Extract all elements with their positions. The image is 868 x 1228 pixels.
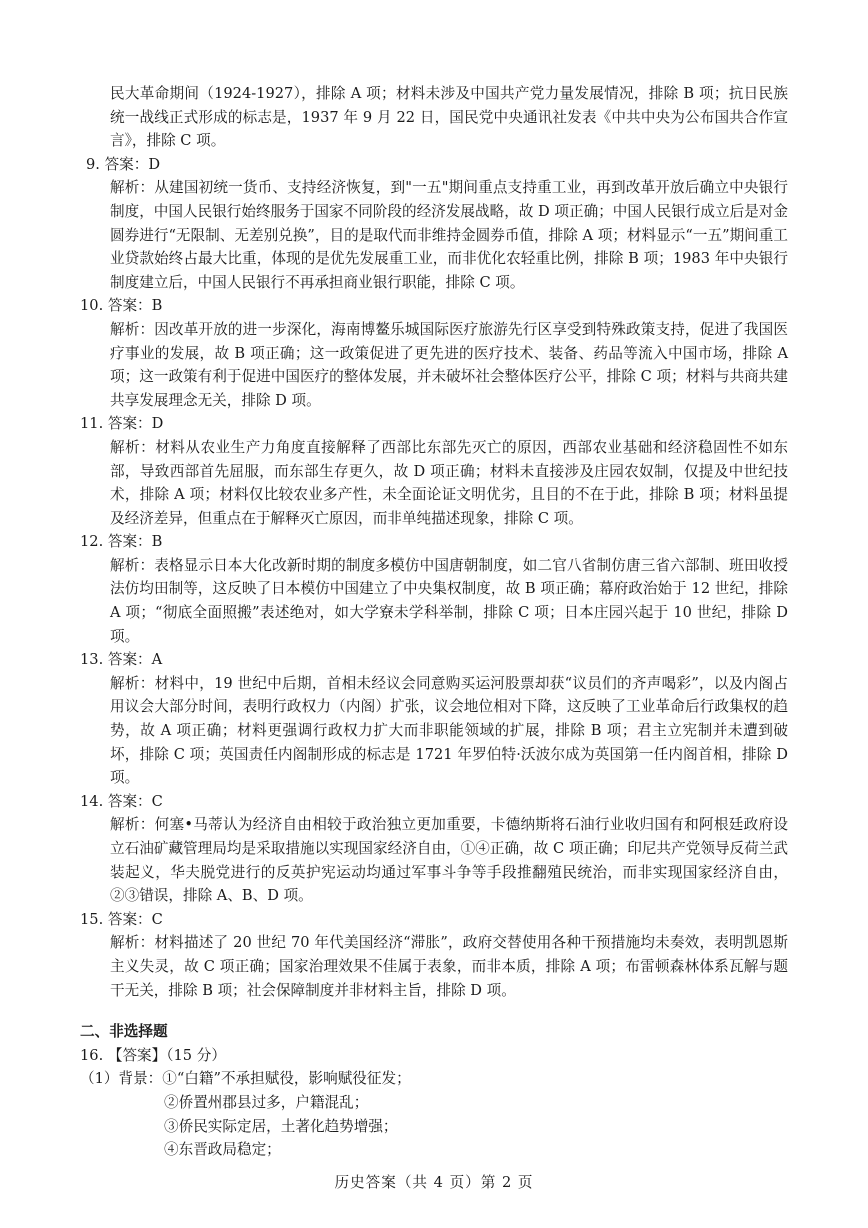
question-9-analysis: 解析：从建国初统一货币、支持经济恢复，到"一五"期间重点支持重工业，再到改革开放后确立中央银行制度，中国人民银行始终服务于国家不同阶段的经济发展战略，故 D 项正确；中国人民银行成立后是对金圆券进行“无限制、无差别兑换”，目的是取代而非维持金圆券币值，排除 A 项；材料显示“一五”期间重工业贷款始终占最大比重，体现的是优先发展重工业，而非优化农轻重比例，排除 B 项；1983 年中央银行制度建立后，中国人民银行不再承担商业银行职能，排除 C 项。 <box>110 179 788 291</box>
question-10 <box>80 294 788 412</box>
question-13-answer: 13. 答案：A <box>80 651 163 669</box>
question-16 <box>80 1044 788 1162</box>
question-12 <box>80 530 788 648</box>
question-12-answer: 12. 答案：B <box>80 533 163 551</box>
question-16-background-item: ②侨置州郡县过多，户籍混乱； <box>164 1093 369 1111</box>
question-14-answer: 14. 答案：C <box>80 792 163 810</box>
question-15 <box>80 908 788 1002</box>
question-13 <box>80 648 788 790</box>
question-13-analysis: 解析：材料中，19 世纪中后期，首相未经议会同意购买运河股票却获“议员们的齐声喝彩”，以及内阁占用议会大部分时间，表明行政权力（内阁）扩张，议会地位相对下降，这反映了工业革命后行政集权的趋势，故 A 项正确；材料更强调行政权力扩大而非职能领域的扩展，排除 B 项；君主立宪制并未遭到破坏，排除 C 项；英国责任内阁制形成的标志是 1721 年罗伯特·沃波尔成为英国第一任内阁首相，排除 D 项。 <box>110 674 788 787</box>
question-16-background-label: （1）背景：①“白籍”不承担赋役，影响赋役征发； <box>80 1070 411 1088</box>
question-16-background-item: ③侨民实际定居，土著化趋势增强； <box>164 1117 398 1135</box>
question-9-answer: 9. 答案：D <box>86 155 161 173</box>
question-10-analysis: 解析：因改革开放的进一步深化，海南博鳌乐城国际医疗旅游先行区享受到特殊政策支持，促进了我国医疗事业的发展，故 B 项正确；这一政策促进了更先进的医疗技术、装备、药品等流入中国市场，排除 A 项；这一政策有利于促进中国医疗的整体发展，并未破坏社会整体医疗公平，排除 C 项；材料与共商共建共享发展理念无关，排除 D 项。 <box>110 320 788 409</box>
intro-block <box>80 82 788 153</box>
question-12-analysis: 解析：表格显示日本大化改新时期的制度多模仿中国唐朝制度，如二官八省制仿唐三省六部制、班田收授法仿均田制等，这反映了日本模仿中国建立了中央集权制度，故 B 项正确；幕府政治始于 12 世纪，排除 A 项；“彻底全面照搬”表述绝对，如大学寮未学科举制，排除 C 项；日本庄园兴起于 10 世纪，排除 D 项。 <box>110 556 788 645</box>
question-16-answer: 16. 【答案】（15 分） <box>80 1046 226 1064</box>
question-15-analysis: 解析：材料描述了 20 世纪 70 年代美国经济“滞胀”，政府交替使用各种干预措施均未奏效，表明凯恩斯主义失灵，故 C 项正确；国家治理效果不佳属于表象，而非本质，排除 A 项；布雷顿森林体系瓦解与题干无关，排除 B 项；社会保障制度并非材料主旨，排除 D 项。 <box>110 934 788 999</box>
question-11-analysis: 解析：材料从农业生产力角度直接解释了西部比东部先灭亡的原因，西部农业基础和经济稳固性不如东部，导致西部首先屈服，而东部生存更久，故 D 项正确；材料未直接涉及庄园农奴制，仅提及中世纪技术，排除 A 项；材料仅比较农业多产性，未全面论证文明优劣，且目的不在于此，排除 B 项；材料虽提及经济差异，但重点在于解释灭亡原因，而非单纯描述现象，排除 C 项。 <box>110 438 788 527</box>
question-15-answer: 15. 答案：C <box>80 910 163 928</box>
intro-paragraph: 民大革命期间（1924-1927），排除 A 项；材料未涉及中国共产党力量发展情况，排除 B 项；抗日民族统一战线正式形成的标志是，1937 年 9 月 22 日，国民党中央通讯社发表《中共中央为公布国共合作宣言》，排除 C 项。 <box>110 85 788 150</box>
question-10-answer: 10. 答案：B <box>80 297 163 315</box>
question-11 <box>80 412 788 530</box>
question-9 <box>80 153 788 295</box>
page-footer: 历史答案（共 4 页）第 2 页 <box>334 1174 534 1191</box>
question-14 <box>80 790 788 908</box>
section-title: 二、非选择题 <box>80 1023 168 1041</box>
question-14-analysis: 解析：何塞•马蒂认为经济自由相较于政治独立更加重要，卡德纳斯将石油行业收归国有和阿根廷政府设立石油矿藏管理局均是采取措施以实现国家经济自由，①④正确，故 C 项正确；印尼共产党领导反荷兰武装起义，华夫脱党进行的反英护宪运动均通过军事斗争等手段推翻殖民统治，而非实现国家经济自由，②③错误，排除 A、B、D 项。 <box>110 816 788 905</box>
question-16-background-item: ④东晋政局稳定； <box>164 1141 281 1159</box>
question-11-answer: 11. 答案：D <box>80 415 164 433</box>
